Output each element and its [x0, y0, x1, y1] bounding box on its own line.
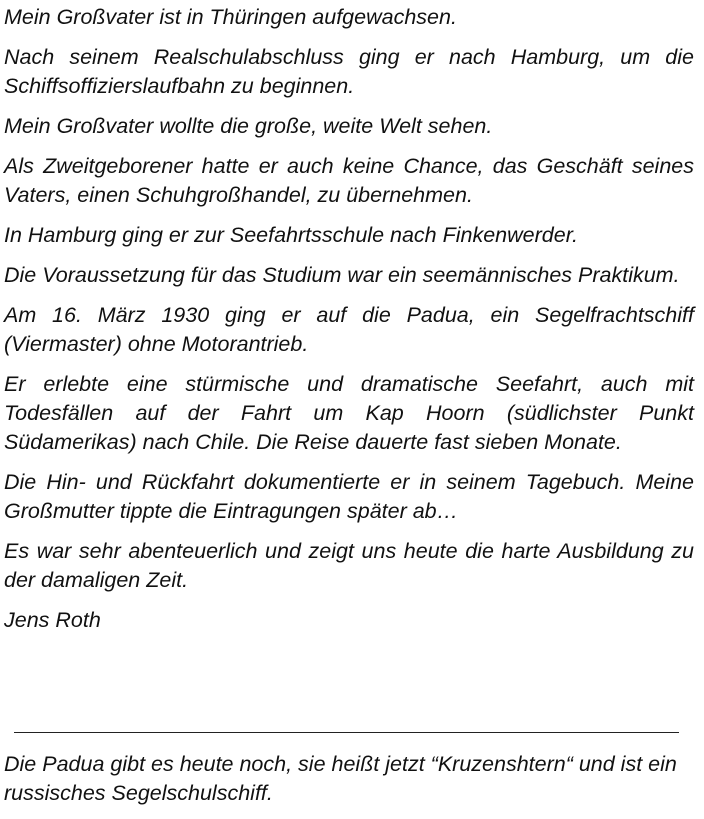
paragraph-childhood: Mein Großvater ist in Thüringen aufgewachsen.: [4, 5, 457, 29]
footnote-text: Die Padua gibt es heute noch, sie heißt jetzt “Kruzenshtern“ und ist ein russisches Segelschulschiff.: [4, 752, 677, 805]
paragraph-cape-horn-voyage: Er erlebte eine stürmische und dramatische Seefahrt, auch mit Todesfällen auf der Fahrt um Kap Hoorn (südlichster Punkt Südamerikas) nach Chile. Die Reise dauerte fast sieben Monate.: [4, 372, 694, 454]
paragraph-second-born: Als Zweitgeborener hatte er auch keine Chance, das Geschäft seines Vaters, einen Schuhgroßhandel, zu übernehmen.: [4, 154, 694, 207]
author-name: Jens Roth: [4, 608, 101, 632]
footnote-divider: [14, 732, 679, 733]
paragraph-internship: Die Voraussetzung für das Studium war ein seemännisches Praktikum.: [4, 263, 680, 287]
paragraph-hamburg-career: Nach seinem Realschulabschluss ging er nach Hamburg, um die Schiffsoffizierslaufbahn zu beginnen.: [4, 45, 694, 98]
paragraph-adventure: Es war sehr abenteuerlich und zeigt uns heute die harte Ausbildung zu der damaligen Zeit.: [4, 539, 694, 592]
paragraph-diary: Die Hin- und Rückfahrt dokumentierte er in seinem Tagebuch. Meine Großmutter tippte die Eintragungen später ab…: [4, 470, 694, 523]
paragraph-padua-departure: Am 16. März 1930 ging er auf die Padua, ein Segelfrachtschiff (Viermaster) ohne Motorantrieb.: [4, 303, 694, 356]
paragraph-seafaring-school: In Hamburg ging er zur Seefahrtsschule nach Finkenwerder.: [4, 223, 579, 247]
paragraph-wide-world: Mein Großvater wollte die große, weite Welt sehen.: [4, 114, 493, 138]
